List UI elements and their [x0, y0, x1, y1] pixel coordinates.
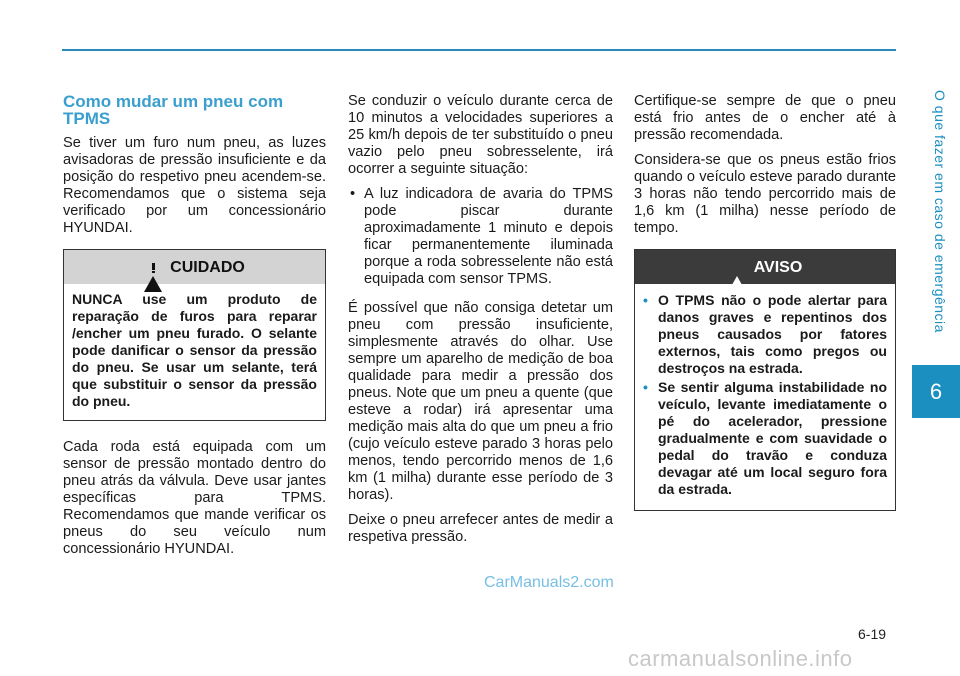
caution-header	[64, 250, 325, 284]
warning-label: AVISO	[753, 258, 803, 276]
list-item: • O TPMS não o pode alertar para danos graves e repentinos dos pneus causados por fatores externos, tais como pregos ou destroços na estrada.	[643, 292, 887, 377]
spare-tire-list	[348, 186, 613, 288]
caution-label: CUIDADO	[170, 258, 245, 276]
column-right	[634, 93, 896, 529]
warning-triangle-solid-icon	[728, 259, 746, 275]
cold-tire-paragraph: Certifique-se sempre de que o pneu está frio antes de o encher até à pressão recomendada.	[634, 93, 896, 143]
warning-header	[635, 250, 895, 284]
cold-definition-paragraph: Considera-se que os pneus estão frios quando o veículo esteve parado durante 3 horas não tendo percorrido mais de 1,6 km (1 milha) nesse período de tempo.	[634, 152, 896, 236]
warning-box	[634, 249, 896, 511]
warning-list	[643, 292, 887, 498]
spare-tire-paragraph: Se conduzir o veículo durante cerca de 10 minutos a velocidades superiores a 25 km/h depois de ter substituído o pneu vazio pelo pneu sobresselente, irá ocorrer a seguinte situação:	[348, 93, 613, 177]
pressure-check-paragraph: É possível que não consiga detetar um pneu com pressão insuficiente, simplesmente através do olhar. Use sempre um aparelho de medição de boa qualidade para medir a pressão dos pneus. Note que um pneu a quente (que esteve a rodar) irá apresentar uma medição mais alta do que um pneu a frio (cujo veículo esteve parado 3 horas pelo menos, tendo percorrido menos de 1,6 km (1 milha) durante esse período de 3 horas).	[348, 300, 613, 503]
column-left	[63, 93, 326, 566]
section-title: Como mudar um pneu com TPMS	[63, 92, 284, 128]
watermark-footer: carmanualsonline.info	[628, 646, 853, 671]
caution-text: NUNCA use um produto de reparação de furos para reparar /encher um pneu furado. O selante pode danificar o sensor da pressão do pneu. Se usar um selante, terá que substituir o sensor da pressão do pneu.	[72, 291, 317, 409]
warning-triangle-outline-icon	[144, 259, 162, 275]
watermark-overlay: CarManuals2.com	[484, 574, 614, 591]
chapter-number-tab: 6	[912, 365, 960, 418]
chapter-side-label: O que fazer em caso de emergência	[932, 90, 948, 333]
wheel-sensor-paragraph: Cada roda está equipada com um sensor de pressão montado dentro do pneu atrás da válvula. Deve usar jantes específicas para TPMS. Recomendamos que mande verificar os pneus do seu veículo num concessionário HYUNDAI.	[63, 439, 326, 557]
column-middle	[348, 93, 613, 554]
top-rule	[62, 49, 896, 51]
list-item: • A luz indicadora de avaria do TPMS pode piscar durante aproximadamente 1 minuto e depois ficar permanentemente iluminada porque a roda sobresselente não está equipada com sensor TPMS.	[348, 186, 613, 288]
page-number: 6-19	[858, 626, 887, 642]
list-item: • Se sentir alguma instabilidade no veículo, levante imediatamente o pé do acelerador, pressione gradualmente e com suavidade o pedal do travão e conduza devagar até um local seguro fora da estrada.	[643, 379, 887, 498]
section-intro: Se tiver um furo num pneu, as luzes avisadoras de pressão insuficiente e da posição do respetivo pneu acendem-se. Recomendamos que o sistema seja verificado por um concessionário HYUNDAI.	[63, 135, 326, 236]
caution-box	[63, 249, 326, 421]
cool-tire-paragraph: Deixe o pneu arrefecer antes de medir a respetiva pressão.	[348, 512, 613, 545]
